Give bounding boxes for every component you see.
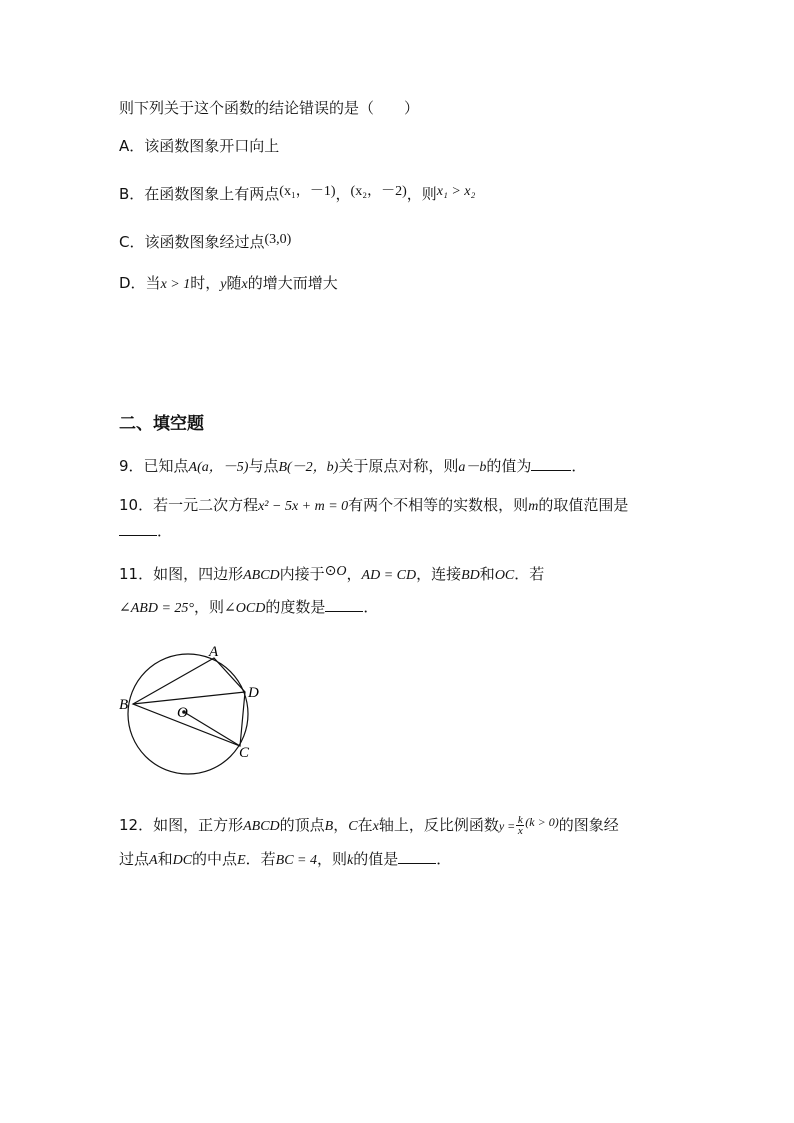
q11-target: ∠OCD (224, 601, 266, 616)
q11-oc: OC (494, 568, 515, 583)
q11-bd: BD (461, 568, 480, 583)
q8-option-c (119, 232, 291, 254)
q12-mid5: 的中点 (192, 850, 238, 868)
q12-k: k (347, 853, 354, 868)
q12-line2 (119, 849, 451, 871)
q12-dc: DC (172, 853, 193, 868)
q12-frac-k: k (517, 814, 523, 826)
label-a: A (209, 644, 219, 660)
q8-stem: 则下列关于这个函数的结论错误的是（ ） (119, 99, 420, 117)
q11-end: 的度数是 (265, 598, 326, 616)
q10-m: m (528, 499, 539, 514)
q10-end-dot: ． (157, 522, 173, 540)
label-d: D (248, 685, 259, 701)
q8-d-y: y (220, 277, 227, 292)
q8-d-x: x (241, 277, 248, 292)
q12-mid3: 轴上，反比例函数 (378, 816, 499, 834)
circle-dot-icon: ⊙ (324, 563, 337, 579)
q11-and: 和 (479, 565, 495, 583)
q12-e: E (237, 853, 246, 868)
q10 (119, 495, 628, 517)
q11-mid4: ．若 (514, 565, 545, 583)
q12-b: B (324, 819, 334, 834)
q9-expr: a－b (458, 460, 487, 475)
q9-point-b: B(－2，b) (278, 460, 339, 475)
q12-mid7: ，则 (316, 850, 347, 868)
q12-bc: BC = 4 (275, 853, 317, 868)
q11-end-dot: ． (363, 598, 379, 616)
label-o: O (177, 705, 188, 721)
q12-end: 的值是 (353, 850, 399, 868)
q12-square: ABCD (243, 819, 280, 834)
q12-mid4: 的图象经 (558, 816, 619, 834)
q12-answer-blank[interactable] (398, 849, 436, 864)
q10-mid: 有两个不相等的实数根，则 (348, 496, 529, 514)
q11-answer-blank[interactable] (325, 597, 363, 612)
q8-option-a: A．该函数图象开口向上 (119, 137, 280, 155)
q12-func-y: y = (498, 819, 516, 833)
q11-mid1: 内接于 (279, 565, 325, 583)
q8-d-cond: x > 1 (160, 277, 191, 292)
segment-oc (184, 712, 240, 746)
label-c: C (239, 745, 250, 761)
q8-b-sep: ， (335, 185, 351, 203)
q8-b-mid: ，则 (406, 185, 437, 203)
q11-o: O (336, 564, 347, 579)
q12-mid6: ．若 (245, 850, 276, 868)
q12-comma: ， (333, 816, 349, 834)
q11 (119, 564, 544, 586)
q10-prefix: 10．若一元二次方程 (119, 496, 259, 514)
q12-end-dot: ． (436, 850, 452, 868)
q8-d-mid2: 随 (226, 274, 242, 292)
q10-line2 (119, 521, 172, 541)
q11-circle-figure (110, 640, 280, 790)
q12 (119, 815, 619, 837)
q9-end: 的值为 (486, 457, 532, 475)
q9-answer-blank[interactable] (531, 456, 571, 471)
q10-end: 的取值范围是 (538, 496, 629, 514)
q9 (119, 456, 586, 478)
q8-b-prefix: B．在函数图象上有两点 (119, 185, 280, 203)
q8-b-relation: x₁ > x₂ (436, 184, 476, 199)
label-b: B (119, 697, 129, 713)
q8-c-point: (3,0) (264, 232, 292, 247)
q8-option-d (119, 273, 338, 295)
q9-mid2: 关于原点对称，则 (338, 457, 459, 475)
q8-d-prefix: D．当 (119, 274, 161, 292)
q8-b-point1: (x₁，－1) (279, 184, 336, 199)
q12-fraction (516, 815, 524, 836)
section-title: 二、填空题 (119, 414, 204, 434)
q12-prefix: 12．如图，正方形 (119, 816, 244, 834)
q12-a: A (149, 853, 158, 868)
q8-c-prefix: C．该函数图象经过点 (119, 233, 265, 251)
q9-end-dot: ． (571, 457, 587, 475)
q11-angle: ∠ABD = 25° (119, 601, 194, 616)
q12-c: C (348, 819, 358, 834)
q9-point-a: A(a，－5) (188, 460, 249, 475)
q9-mid1: 与点 (248, 457, 279, 475)
q8-d-end: 的增大而增大 (247, 274, 338, 292)
q11-quad: ABCD (243, 568, 280, 583)
q11-prefix: 11．如图，四边形 (119, 565, 244, 583)
q12-line2-prefix: 过点 (119, 850, 150, 868)
q12-and: 和 (157, 850, 173, 868)
q8-d-mid1: 时， (190, 274, 221, 292)
q11-mid5: ，则 (194, 598, 225, 616)
q8-b-point2: (x₂，－2) (350, 184, 407, 199)
q9-prefix: 9．已知点 (119, 457, 189, 475)
q11-mid3: ，连接 (416, 565, 462, 583)
q12-mid2: 在 (357, 816, 373, 834)
q12-mid1: 的顶点 (279, 816, 325, 834)
q10-answer-blank[interactable] (119, 521, 157, 536)
q12-func-cond: (k > 0) (525, 815, 559, 829)
q10-equation: x² − 5x + m = 0 (258, 499, 349, 514)
q11-eq1: AD = CD (361, 568, 417, 583)
q12-x: x (372, 819, 379, 834)
q12-frac-x: x (517, 825, 523, 837)
q8-option-b (119, 184, 475, 206)
q11-line2 (119, 597, 378, 619)
q11-mid2: ， (346, 565, 362, 583)
